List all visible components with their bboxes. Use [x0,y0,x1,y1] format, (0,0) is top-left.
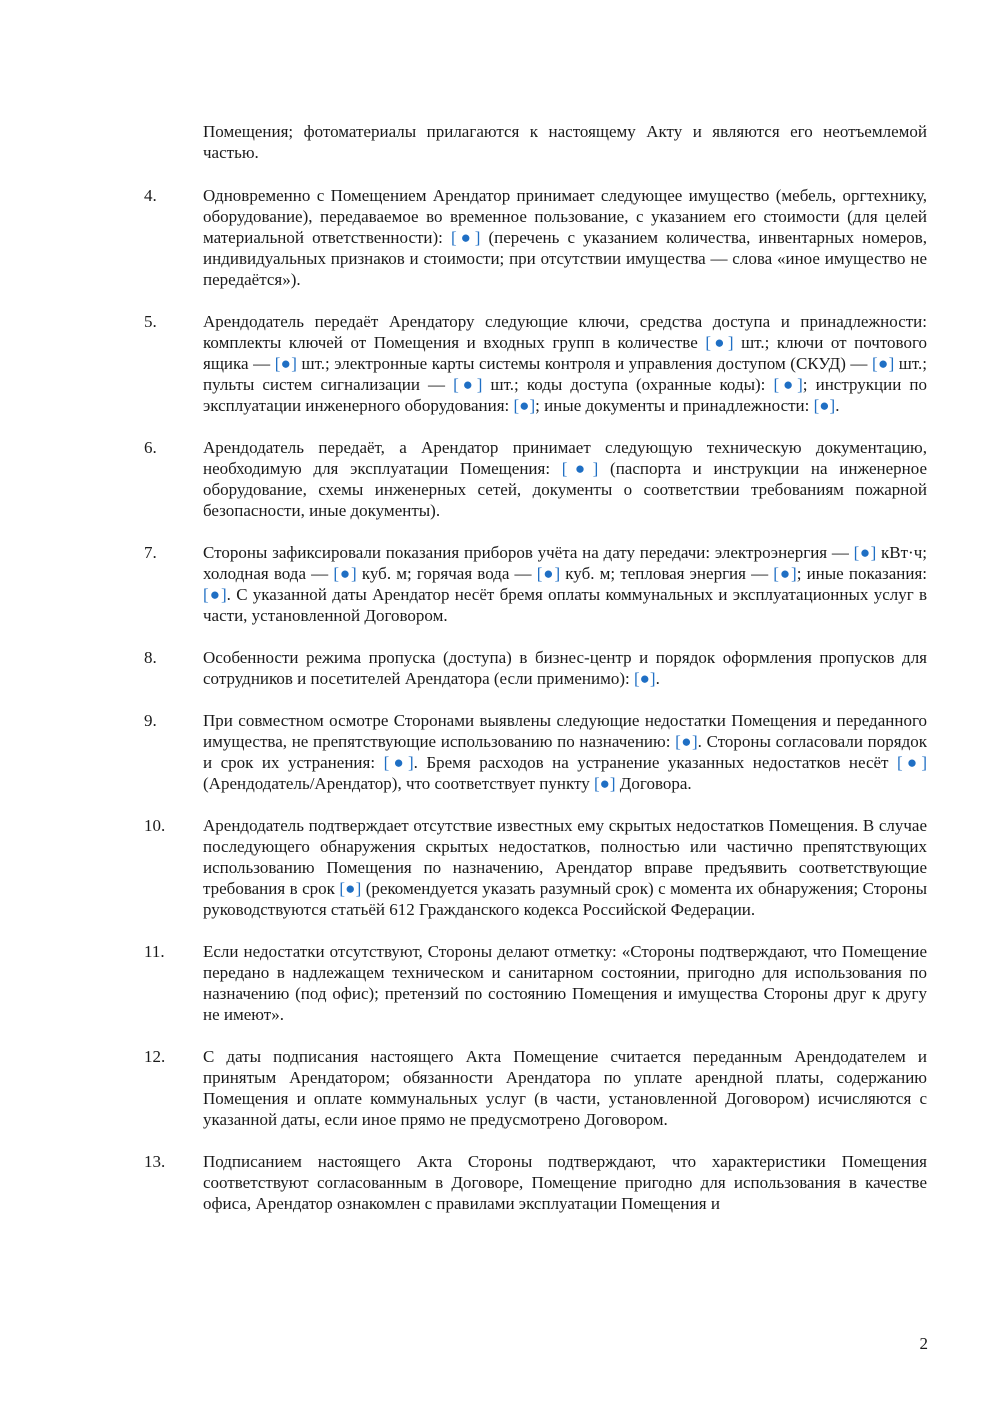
text-segment: . [835,396,840,415]
clause-number: 4. [144,186,157,205]
document-body [0,121,1000,1235]
text-segment: Арендодатель передаёт Арендатору следующие ключи, средства доступа и принадлежности: комплекты ключей от Помещения и входных групп в количестве [203,312,927,352]
text-segment: шт.; пульты систем сигнализации — [203,354,928,394]
text-segment: (перечень с указанием количества, инвентарных номеров, индивидуальных признаков и стоимости; при отсутствии имущества — слова «иное имущество не передаётся»). [203,228,927,289]
clause-number: 11. [144,942,165,961]
clause-paragraph [0,941,927,1025]
clause-number: 7. [144,543,157,562]
placeholder-marker: [●] [513,396,536,415]
placeholder-marker: [●] [333,564,357,583]
clause-text [203,543,927,625]
placeholder-marker: [●] [896,753,928,772]
text-segment: (Арендодатель/Арендатор), что соответствует пункту [203,774,594,793]
text-segment: Арендодатель подтверждает отсутствие известных ему скрытых недостатков Помещения. В случае последующего обнаружения скрытых недостатков, полностью или частично препятствующих использованию Помещения по назначению, Арендатор вправе предъявить соответствующие требования в срок [203,816,927,898]
clause-paragraph [0,1046,927,1130]
placeholder-marker: [●] [593,774,616,793]
clause-text [203,312,927,415]
clause-text [203,1152,927,1213]
text-segment: куб. м; тепловая энергия — [560,564,774,583]
text-segment: Подписанием настоящего Акта Стороны подтверждают, что характеристики Помещения соответствуют согласованным в Договоре, Помещение пригодно для использования в качестве офиса, Арендатор ознакомлен с правилами эксплуатации Помещения и [203,1152,927,1213]
clause-paragraph [0,542,927,626]
placeholder-marker: [●] [453,375,483,394]
text-segment: Стороны зафиксировали показания приборов учёта на дату передачи: электроэнергия — [203,543,854,562]
clause-number: 8. [144,648,157,667]
placeholder-marker: [●] [853,543,877,562]
placeholder-marker: [●] [339,879,362,898]
placeholder-marker: [●] [274,354,297,373]
text-segment: ; иные показания: [796,564,928,583]
text-segment: шт.; электронные карты системы контроля и управления доступом (СКУД) — [296,354,872,373]
clause-paragraph [0,710,927,794]
text-segment: Арендодатель передаёт, а Арендатор принимает следующую техническую документацию, необходимую для эксплуатации Помещения: [203,438,927,478]
clause-paragraph [0,121,927,163]
text-segment: ; инструкции по эксплуатации инженерного оборудования: [203,375,928,415]
text-segment: кВт·ч; холодная вода — [203,543,927,583]
clause-number: 12. [144,1047,166,1066]
text-segment: Одновременно с Помещением Арендатор принимает следующее имущество (мебель, оргтехнику, оборудование), передаваемое во временное пользование, с указанием его стоимости (для целей материальной ответственности): [203,186,927,247]
page-number: 2 [919,1334,928,1353]
text-segment: . Бремя расходов на устранение указанных недостатков несёт [413,753,897,772]
placeholder-marker: [●] [813,396,836,415]
text-segment: (рекомендуется указать разумный срок) с момента их обнаружения; Стороны руководствуются статьёй 612 Гражданского кодекса Российской Федерации. [203,879,927,919]
text-segment: шт.; коды доступа (охранные коды): [482,375,774,394]
clause-number: 13. [144,1152,166,1171]
clause-text [203,711,927,793]
clause-paragraph [0,311,927,416]
clause-text [203,648,927,688]
text-segment: С даты подписания настоящего Акта Помещение считается переданным Арендодателем и принятым Арендатором; обязанности Арендатора по уплате арендной платы, содержанию Помещения и оплате коммунальных услуг (в части, установленной Договором) исчисляются с указанной даты, если иное прямо не предусмотрено Договором. [203,1047,927,1129]
placeholder-marker: [●] [536,564,561,583]
placeholder-marker: [●] [705,333,734,352]
clause-paragraph [0,185,927,290]
text-segment: Помещения; фотоматериалы прилагаются к настоящему Акту и являются его неотъемлемой частью. [203,122,927,162]
clause-text [203,438,927,520]
text-segment: Особенности режима пропуска (доступа) в бизнес-центр и порядок оформления пропусков для сотрудников и посетителей Арендатора (если применимо): [203,648,927,688]
text-segment: . Стороны согласовали порядок и срок их устранения: [203,732,927,772]
text-segment: Договора. [615,774,692,793]
text-segment: куб. м; горячая вода — [356,564,537,583]
text-segment: . С указанной даты Арендатор несёт бремя оплаты коммунальных и эксплуатационных услуг в части, установленной Договором. [203,585,927,625]
placeholder-marker: [●] [634,669,656,688]
clause-text [203,122,927,162]
text-segment: При совместном осмотре Сторонами выявлены следующие недостатки Помещения и переданного имущества, не препятствующие использованию по назначению: [203,711,927,751]
clause-paragraph [0,815,927,920]
placeholder-marker: [●] [451,228,481,247]
clause-paragraph [0,437,927,521]
clause-number: 9. [144,711,157,730]
clause-number: 10. [144,816,166,835]
text-segment: шт.; ключи от почтового ящика — [203,333,927,373]
placeholder-marker: [●] [773,375,803,394]
placeholder-marker: [●] [203,585,227,604]
text-segment: . [655,669,660,688]
text-segment: (паспорта и инструкции на инженерное оборудование, схемы инженерных сетей, документы о соответствии требованиям пожарной безопасности, иные документы). [203,459,927,520]
clause-paragraph [0,647,927,689]
clause-text [203,1047,927,1129]
clause-text [203,942,927,1024]
text-segment: ; иные документы и принадлежности: [535,396,814,415]
clause-number: 5. [144,312,157,331]
placeholder-marker: [●] [561,459,599,478]
placeholder-marker: [●] [872,354,895,373]
clause-number: 6. [144,438,157,457]
clause-text [203,816,927,919]
placeholder-marker: [●] [675,732,698,751]
placeholder-marker: [●] [383,753,414,772]
text-segment: Если недостатки отсутствуют, Стороны делают отметку: «Стороны подтверждают, что Помещение передано в надлежащем техническом и санитарном состоянии, пригодно для использования по назначению (под офис); претензий по состоянию Помещения и имущества Стороны друг к другу не имеют». [203,942,927,1024]
clause-text [203,186,927,289]
placeholder-marker: [●] [773,564,797,583]
clause-paragraph [0,1151,927,1214]
